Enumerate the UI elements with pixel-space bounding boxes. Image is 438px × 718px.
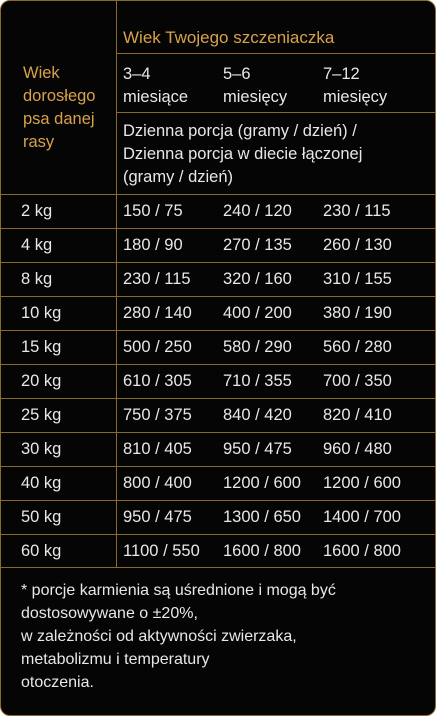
table-row bbox=[1, 466, 436, 500]
portion-cell-5-6: 1200 / 600 bbox=[223, 474, 301, 492]
portion-cell-7-12: 960 / 480 bbox=[323, 440, 392, 458]
table-row bbox=[1, 398, 436, 432]
footnote-line: dostosowywane o ±20%, bbox=[21, 605, 198, 622]
portion-cell-7-12: 1200 / 600 bbox=[323, 474, 401, 492]
portion-cell-3-4: 800 / 400 bbox=[123, 474, 192, 492]
portion-cell-5-6: 1300 / 650 bbox=[223, 508, 301, 526]
weight-cell: 20 kg bbox=[21, 372, 62, 390]
portion-note-line: Dzienna porcja (gramy / dzień) / bbox=[123, 122, 357, 140]
portion-cell-7-12: 260 / 130 bbox=[323, 236, 392, 254]
portion-cell-5-6: 710 / 355 bbox=[223, 372, 292, 390]
adult-weight-header bbox=[23, 62, 118, 154]
footnote bbox=[21, 579, 421, 694]
age-range: 5–6 bbox=[223, 65, 251, 83]
portion-cell-3-4: 230 / 115 bbox=[123, 270, 191, 288]
weight-cell: 10 kg bbox=[21, 304, 62, 322]
header-divider bbox=[116, 53, 436, 54]
age-header-5-6 bbox=[223, 63, 287, 109]
footnote-line: * porcje karmienia są uśrednione i mogą być bbox=[21, 582, 336, 599]
table-row bbox=[1, 500, 436, 534]
portion-cell-7-12: 560 / 280 bbox=[323, 338, 392, 356]
weight-cell: 2 kg bbox=[21, 202, 53, 220]
row-header-line: rasy bbox=[23, 133, 55, 151]
weight-cell: 40 kg bbox=[21, 474, 62, 492]
portion-note-line: Dzienna porcja w diecie łączonej bbox=[123, 145, 363, 163]
portion-cell-5-6: 400 / 200 bbox=[223, 304, 292, 322]
portion-cell-7-12: 380 / 190 bbox=[323, 304, 392, 322]
portion-cell-3-4: 500 / 250 bbox=[123, 338, 192, 356]
weight-cell: 4 kg bbox=[21, 236, 53, 254]
portion-cell-5-6: 270 / 135 bbox=[223, 236, 292, 254]
body-top-divider bbox=[1, 194, 436, 195]
row-header-line: dorosłego bbox=[23, 87, 96, 105]
portion-cell-3-4: 810 / 405 bbox=[123, 440, 192, 458]
portion-cell-3-4: 180 / 90 bbox=[123, 236, 183, 254]
portion-cell-7-12: 230 / 115 bbox=[323, 202, 391, 220]
portion-cell-3-4: 280 / 140 bbox=[123, 304, 192, 322]
portion-note bbox=[123, 120, 428, 189]
age-unit: miesiące bbox=[123, 88, 189, 106]
footnote-line: otoczenia. bbox=[21, 674, 94, 691]
weight-cell: 50 kg bbox=[21, 508, 62, 526]
age-divider bbox=[116, 112, 436, 113]
age-header-7-12 bbox=[323, 63, 387, 109]
table-bottom-divider bbox=[1, 567, 436, 568]
table-row bbox=[1, 228, 436, 262]
table-row bbox=[1, 194, 436, 228]
portion-cell-7-12: 310 / 155 bbox=[323, 270, 392, 288]
weight-cell: 25 kg bbox=[21, 406, 62, 424]
weight-cell: 8 kg bbox=[21, 270, 53, 288]
portion-cell-7-12: 1600 / 800 bbox=[323, 542, 401, 560]
weight-cell: 30 kg bbox=[21, 440, 62, 458]
table-row bbox=[1, 534, 436, 568]
weight-cell: 60 kg bbox=[21, 542, 62, 560]
portion-cell-3-4: 750 / 375 bbox=[123, 406, 192, 424]
portion-note-line: (gramy / dzień) bbox=[123, 168, 234, 186]
age-range: 7–12 bbox=[323, 65, 360, 83]
table-row bbox=[1, 262, 436, 296]
portion-cell-3-4: 1100 / 550 bbox=[123, 542, 200, 560]
age-unit: miesięcy bbox=[323, 88, 388, 106]
age-range: 3–4 bbox=[123, 65, 151, 83]
portion-cell-5-6: 1600 / 800 bbox=[223, 542, 301, 560]
age-header-3-4 bbox=[123, 63, 188, 109]
age-unit: miesięcy bbox=[223, 88, 288, 106]
portion-cell-5-6: 320 / 160 bbox=[223, 270, 292, 288]
table-row bbox=[1, 330, 436, 364]
table-row bbox=[1, 432, 436, 466]
weight-cell: 15 kg bbox=[21, 338, 62, 356]
footnote-line: w zależności od aktywności zwierzaka, bbox=[21, 628, 297, 645]
portion-cell-5-6: 950 / 475 bbox=[223, 440, 292, 458]
portion-cell-3-4: 950 / 475 bbox=[123, 508, 192, 526]
portion-cell-7-12: 820 / 410 bbox=[323, 406, 392, 424]
table-row bbox=[1, 364, 436, 398]
row-header-line: psa danej bbox=[23, 110, 95, 128]
portion-cell-7-12: 1400 / 700 bbox=[323, 508, 401, 526]
portion-cell-3-4: 610 / 305 bbox=[123, 372, 192, 390]
portion-cell-5-6: 580 / 290 bbox=[223, 338, 292, 356]
footnote-line: metabolizmu i temperatury bbox=[21, 651, 210, 668]
row-header-line: Wiek bbox=[23, 64, 60, 82]
portion-cell-5-6: 240 / 120 bbox=[223, 202, 292, 220]
portion-cell-7-12: 700 / 350 bbox=[323, 372, 392, 390]
portion-cell-5-6: 840 / 420 bbox=[223, 406, 292, 424]
age-group-title: Wiek Twojego szczeniaczka bbox=[123, 28, 335, 47]
portion-cell-3-4: 150 / 75 bbox=[123, 202, 183, 220]
table-row bbox=[1, 296, 436, 330]
